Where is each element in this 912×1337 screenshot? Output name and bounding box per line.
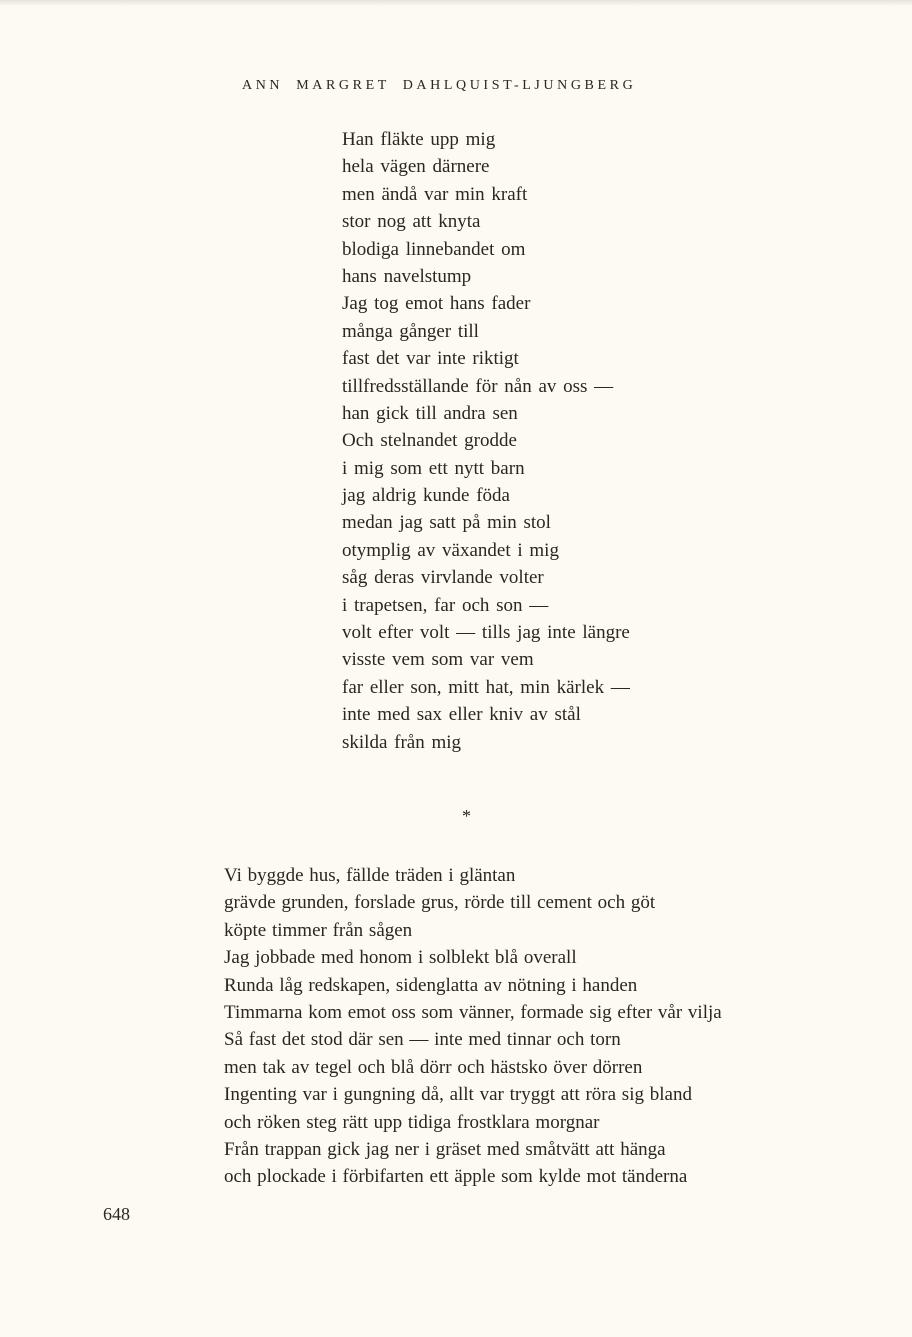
poem-line: otymplig av växandet i mig <box>342 539 559 561</box>
poem-line: Timmarna kom emot oss som vänner, formade sig efter vår vilja <box>224 1001 722 1023</box>
section-separator-asterisk: * <box>462 806 471 826</box>
poem-line: stor nog att knyta <box>342 211 481 233</box>
poem-line: men ändå var min kraft <box>342 183 528 205</box>
poem-line: Jag tog emot hans fader <box>342 293 531 315</box>
page-edge <box>0 0 912 6</box>
poem-line: och plockade i förbifarten ett äpple som kylde mot tänderna <box>224 1166 688 1188</box>
poem-line: Och stelnandet grodde <box>342 430 517 452</box>
poem-line: grävde grunden, forslade grus, rörde till cement och göt <box>224 892 656 914</box>
poem-line: han gick till andra sen <box>342 402 518 424</box>
poem-line: Jag jobbade med honom i solblekt blå overall <box>224 947 577 969</box>
poem-line: far eller son, mitt hat, min kärlek — <box>342 676 630 698</box>
poem-line: men tak av tegel och blå dörr och hästsko över dörren <box>224 1056 643 1078</box>
poem-line: inte med sax eller kniv av stål <box>342 704 581 726</box>
poem-line: köpte timmer från sågen <box>224 919 413 941</box>
poem-line: fast det var inte riktigt <box>342 348 519 370</box>
running-head-author: ANN MARGRET DAHLQUIST-LJUNGBERG <box>242 78 637 93</box>
poem-line: visste vem som var vem <box>342 649 534 671</box>
poem-line: jag aldrig kunde föda <box>342 485 510 507</box>
poem-line: Vi byggde hus, fällde träden i gläntan <box>224 865 516 886</box>
poem-line: Runda låg redskapen, sidenglatta av nötning i handen <box>224 974 638 996</box>
poem-line: blodiga linnebandet om <box>342 238 526 260</box>
poem-line: i trapetsen, far och son — <box>342 594 549 616</box>
poem-line: i mig som ett nytt barn <box>342 457 525 479</box>
poem-line: såg deras virvlande volter <box>342 567 544 589</box>
poem-line: skilda från mig <box>342 731 462 753</box>
poem-section-2 <box>224 862 722 1191</box>
poem-line: hans navelstump <box>342 265 472 287</box>
page-number: 648 <box>103 1204 130 1224</box>
poem-line: hela vägen därnere <box>342 156 490 178</box>
poem-line: Så fast det stod där sen — inte med tinnar och torn <box>224 1029 621 1051</box>
poem-line: Ingenting var i gungning då, allt var tryggt att röra sig bland <box>224 1084 692 1106</box>
poem-section-1 <box>342 126 630 756</box>
poem-line: många gånger till <box>342 320 479 342</box>
poem-line: volt efter volt — tills jag inte längre <box>342 622 630 644</box>
poem-line: Från trappan gick jag ner i gräset med småtvätt att hänga <box>224 1138 666 1160</box>
poem-line: tillfredsställande för nån av oss — <box>342 375 614 397</box>
poem-line: medan jag satt på min stol <box>342 512 551 534</box>
poem-line: Han fläkte upp mig <box>342 129 496 150</box>
poem-line: och röken steg rätt upp tidiga frostklara morgnar <box>224 1111 600 1133</box>
